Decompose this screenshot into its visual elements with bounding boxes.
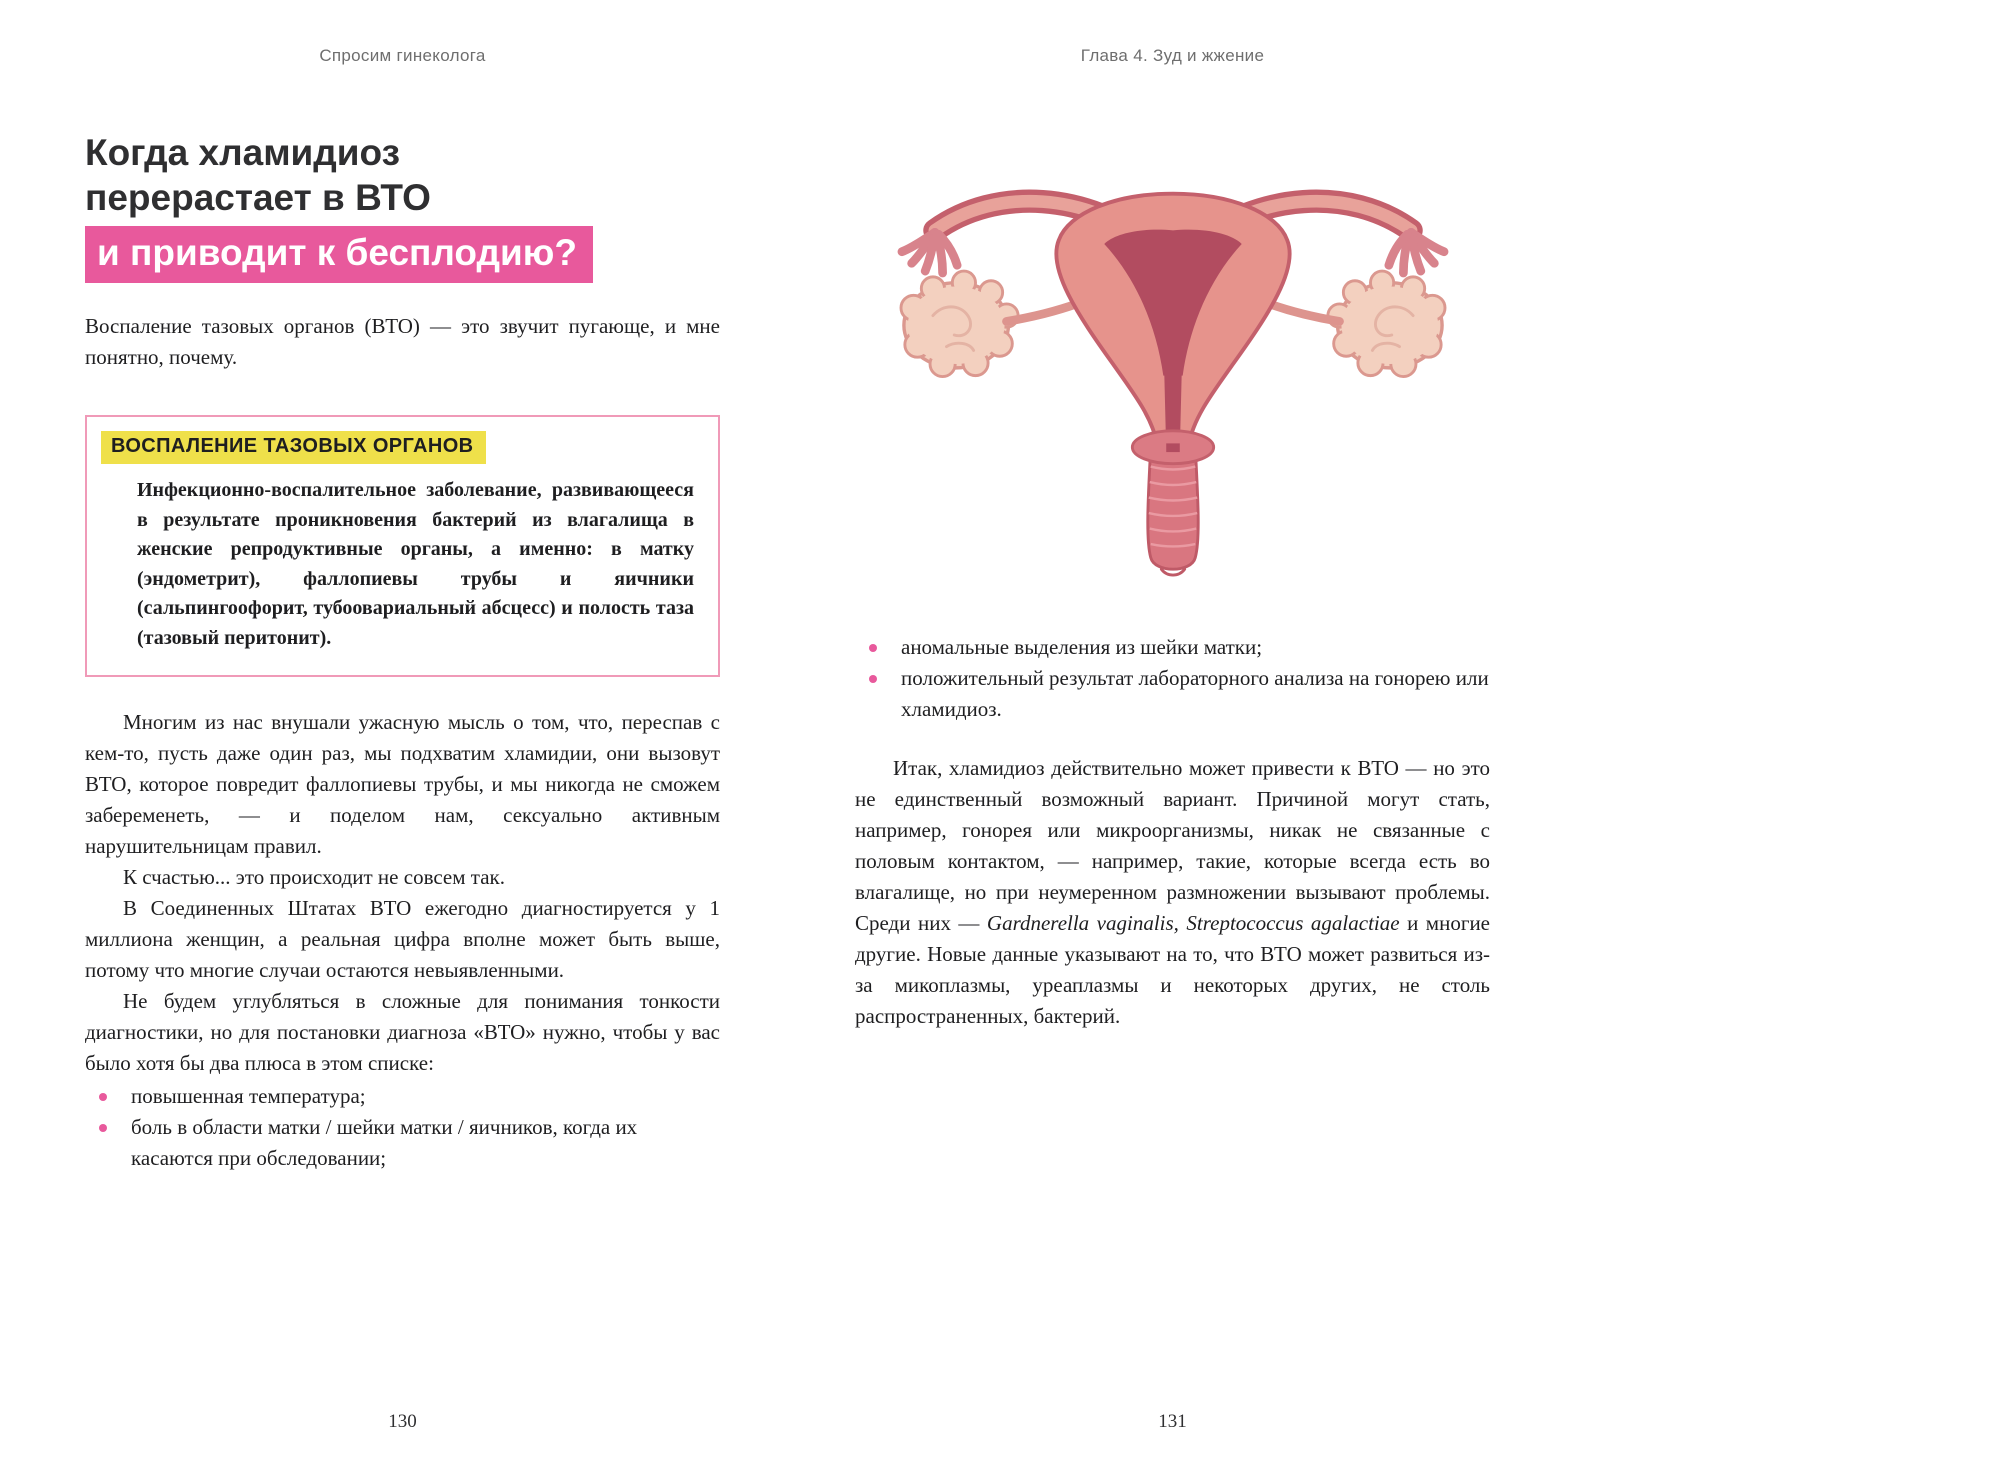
intro-paragraph: Воспаление тазовых органов (ВТО) — это звучит пугающе, и мне понятно, почему.: [85, 314, 720, 369]
uterus-diagram-svg: [863, 122, 1483, 606]
title-line-1: Когда хламидиоз: [85, 132, 401, 173]
page-number-left: 130: [388, 1411, 417, 1432]
running-header-right: Глава 4. Зуд и жжение: [1080, 46, 1265, 65]
uterus-illustration: [855, 122, 1490, 606]
title-line-2: перерастает в ВТО: [85, 177, 431, 218]
definition-box-text: Инфекционно-воспалительное заболевание, развивающееся в результате проникновения бактерий из влагалища в женские репродуктивные органы, а именно: в матку (эндометрит), фаллопиевы трубы и яичники (сальпингоофорит, тубоовариальный абсцесс) и полость таза (тазовый перитонит).: [137, 479, 694, 649]
page-number-right: 131: [1158, 1411, 1187, 1432]
definition-box-heading: ВОСПАЛЕНИЕ ТАЗОВЫХ ОРГАНОВ: [101, 431, 486, 464]
list-item: [855, 632, 1490, 663]
list-item: [855, 663, 1490, 725]
definition-box-heading-row: [101, 431, 694, 464]
section-title: [85, 130, 720, 283]
page-right: [855, 0, 1490, 1471]
fimbriae-icon: [901, 232, 956, 273]
vagina: [1147, 447, 1197, 569]
bullet-text: положительный результат лабораторного анализа на гонорею или хламидиоз.: [901, 666, 1489, 721]
title-highlight-line: и приводит к бесплодию?: [85, 226, 593, 283]
paragraph-4: Не будем углубляться в сложные для понимания тонкости диагностики, но для постановки диагноза «ВТО» нужно, чтобы у вас было хотя бы два плюса в этом списке:: [85, 989, 720, 1075]
diagnosis-criteria-list: [85, 1081, 720, 1174]
page-left: [85, 0, 720, 1471]
list-item: [85, 1081, 720, 1112]
species-names-italic: Gardnerella vaginalis, Streptococcus agalactiae: [986, 911, 1400, 935]
conclusion-part-1: Итак, хламидиоз действительно может привести к ВТО — но это не единственный возможный вариант. Причиной могут стать, например, гонорея или микроорганизмы, никак не связанные с половым контактом, — например, такие, которые всегда есть во влагалище, но при неумеренном размножении вызывают проблемы. Среди них —: [855, 756, 1490, 935]
bullet-icon: [99, 1093, 107, 1101]
paragraph-1: Многим из нас внушали ужасную мысль о том, что, переспав с кем-то, пусть даже один раз, мы подхватим хламидии, они вызовут ВТО, которое повредит фаллопиевы трубы, и мы никогда не сможем забеременеть, — и поделом нам, сексуально активным нарушительницам правил.: [85, 710, 720, 858]
conclusion-part-2: и многие другие. Новые данные указывают на то, что ВТО может развиться из-за микоплазмы, уреаплазмы и некоторых других, не столь распространенных, бактерий.: [855, 911, 1490, 1028]
cervix-opening: [1166, 443, 1180, 452]
definition-box: [85, 415, 720, 677]
diagnosis-criteria-list-continued: [855, 632, 1490, 725]
bullet-text: повышенная температура;: [131, 1084, 366, 1108]
bullet-icon: [99, 1124, 107, 1132]
ovary-icon: [900, 271, 1017, 377]
list-item: [85, 1112, 720, 1174]
bullet-text: аномальные выделения из шейки матки;: [901, 635, 1263, 659]
bullet-icon: [869, 644, 877, 652]
paragraph-3: В Соединенных Штатах ВТО ежегодно диагностируется у 1 миллиона женщин, а реальная цифра вполне может быть выше, потому что многие случаи остаются невыявленными.: [85, 896, 720, 982]
bullet-text: боль в области матки / шейки матки / яичников, когда их касаются при обследовании;: [131, 1115, 638, 1170]
running-header-left: Спросим гинеколога: [319, 46, 486, 65]
bullet-icon: [869, 675, 877, 683]
conclusion-paragraph: [855, 753, 1490, 1032]
paragraph-2: К счастью... это происходит не совсем так.: [123, 865, 505, 889]
